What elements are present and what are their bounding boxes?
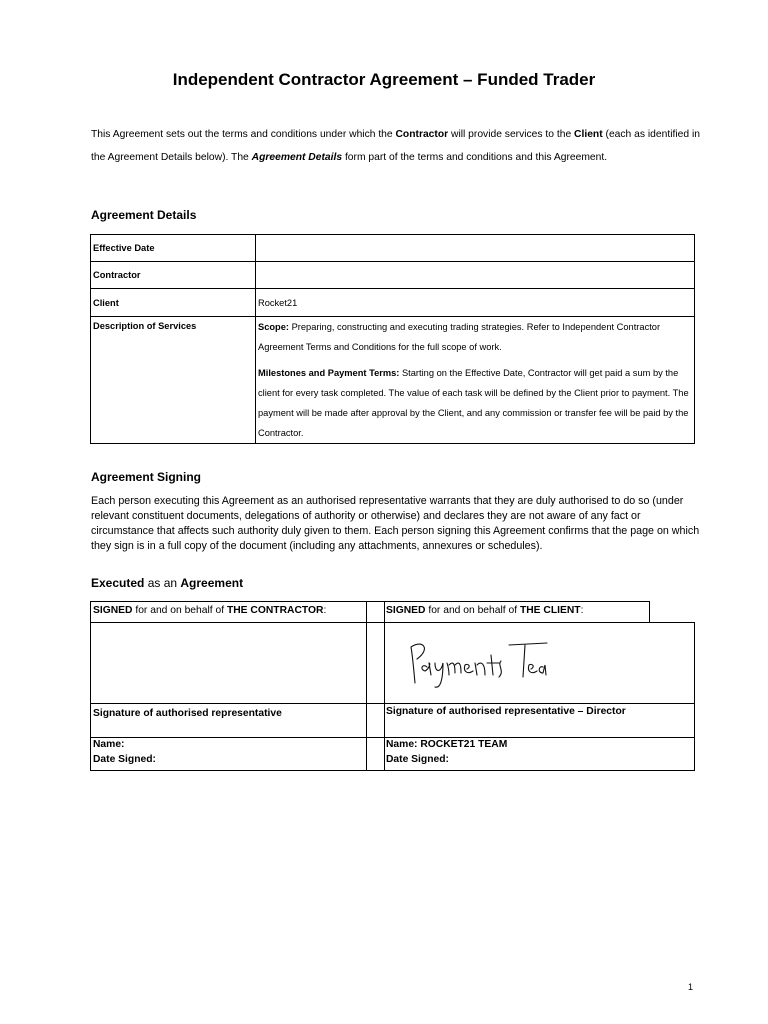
contractor-term: Contractor — [395, 129, 449, 140]
client-label: Client — [91, 289, 256, 317]
intro-paragraph: This Agreement sets out the terms and conditions under which the Contractor will provide services to the Client (each as identified in the Agreement Details below). The Agreement Details form part of the terms and conditions and this Agreement. — [91, 129, 700, 163]
client-name-cell — [384, 737, 695, 771]
client-term: Client — [574, 129, 603, 140]
contractor-name-cell — [90, 737, 367, 771]
spacer-cell — [366, 703, 385, 738]
services-description — [256, 317, 695, 444]
scope-paragraph: Scope: Preparing, constructing and executing trading strategies. Refer to Independent Contractor Agreement Terms and Conditions for the full scope of work. — [258, 322, 661, 352]
milestones-paragraph: Milestones and Payment Terms: Starting on the Effective Date, Contractor will get paid a sum by the client for every task completed. The value of each task will be defined by the Client prior to payment. The payment will be made after approval by the Client, and any commission or transfer fee will be paid by the Contractor. — [258, 368, 689, 438]
details-heading: Agreement Details — [91, 208, 197, 222]
client-signature-area — [384, 622, 695, 704]
executed-heading: Executed as an Agreement — [91, 576, 244, 590]
table-row — [91, 262, 695, 289]
agreement-details-table — [90, 234, 695, 444]
spacer-cell — [366, 622, 385, 704]
handwritten-signature — [405, 633, 555, 693]
contractor-date: Date Signed: — [93, 754, 156, 765]
client-date: Date Signed: — [386, 754, 449, 765]
client-signed-header: SIGNED for and on behalf of THE CLIENT: — [384, 601, 650, 623]
contractor-sig-label-cell — [90, 703, 367, 738]
client-name: Name: ROCKET21 TEAM — [386, 739, 508, 750]
signing-paragraph: Each person executing this Agreement as an authorised representative warrants that they are duly authorised to do so (under relevant constituent documents, delegations of authority or otherwise) and declares they are not aware of any fact or circumstance that affects such authority duly given to them. Each person signing this Agreement confirms that the page on which they sign is in a full copy of the document (including any attachments, annexures or schedules). — [91, 495, 700, 552]
client-sig-label-cell — [384, 703, 695, 738]
page-number: 1 — [688, 982, 694, 992]
contractor-name: Name: — [93, 739, 125, 750]
effective-date-value — [256, 235, 695, 262]
contractor-sig-label: Signature of authorised representative — [93, 708, 282, 719]
table-row — [91, 235, 695, 262]
agreement-details-term: Agreement Details — [251, 151, 343, 163]
contractor-signed-header: SIGNED for and on behalf of THE CONTRACTOR: — [90, 601, 367, 623]
contractor-label: Contractor — [91, 262, 256, 289]
contractor-value — [256, 262, 695, 289]
services-label: Description of Services — [91, 317, 256, 444]
table-row — [91, 289, 695, 317]
signing-heading: Agreement Signing — [91, 470, 202, 484]
client-sig-label: Signature of authorised representative – Director — [386, 706, 626, 717]
effective-date-label: Effective Date — [91, 235, 256, 262]
contractor-signature-area — [90, 622, 367, 704]
spacer-cell — [366, 601, 385, 623]
client-value: Rocket21 — [256, 289, 695, 317]
table-row — [91, 317, 695, 444]
document-title: Independent Contractor Agreement – Funded Trader — [172, 70, 596, 89]
spacer-cell — [366, 737, 385, 771]
